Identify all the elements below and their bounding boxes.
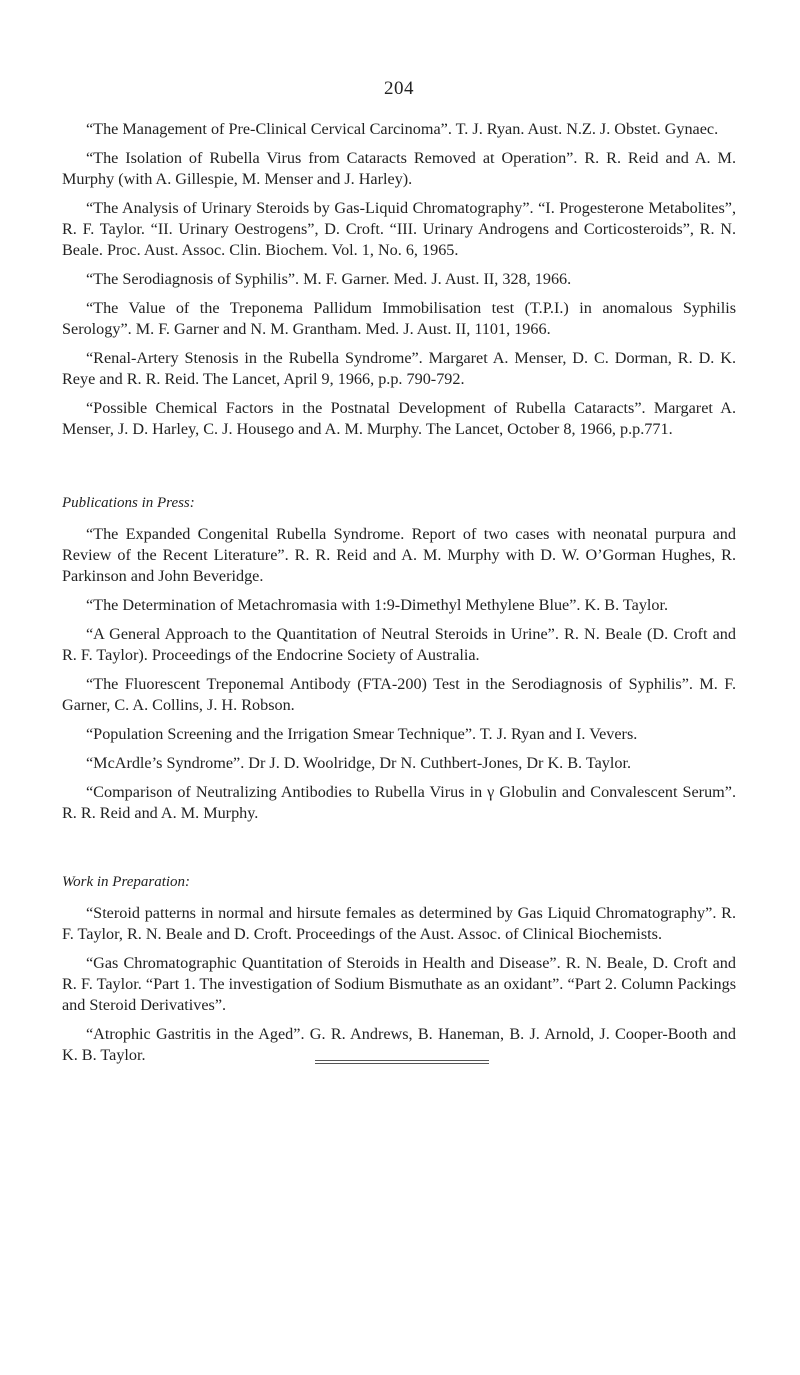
publication-entry: “Renal-Artery Stenosis in the Rubella Syndrome”. Margaret A. Menser, D. C. Dorman, R. D. K. Reye and R. R. Reid. The Lancet, April 9, 1966, p.p. 790-792. bbox=[62, 349, 736, 388]
divider-line bbox=[315, 1060, 489, 1061]
publication-entry: “McArdle’s Syndrome”. Dr J. D. Woolridge, Dr N. Cuthbert-Jones, Dr K. B. Taylor. bbox=[86, 754, 632, 772]
divider-line bbox=[315, 1063, 489, 1064]
publication-entry: “The Determination of Metachromasia with 1:9-Dimethyl Methylene Blue”. K. B. Taylor. bbox=[86, 596, 669, 614]
publication-entry: “The Analysis of Urinary Steroids by Gas-Liquid Chromatography”. “I. Progesterone Metabolites”, R. F. Taylor. “II. Urinary Oestrogens”, D. Croft. “III. Urinary Androgens and Corticosteroids”, R. N. Beale. Proc. Aust. Assoc. Clin. Biochem. Vol. 1, No. 6, 1965. bbox=[62, 199, 736, 259]
section-heading: Publications in Press: bbox=[62, 495, 195, 511]
publication-entry: “Steroid patterns in normal and hirsute females as determined by Gas Liquid Chromatography”. R. F. Taylor, R. N. Beale and D. Croft. Proceedings of the Aust. Assoc. of Clinical Biochemists. bbox=[62, 904, 736, 943]
publication-entry: “Gas Chromatographic Quantitation of Steroids in Health and Disease”. R. N. Beale, D. Croft and R. F. Taylor. “Part 1. The investigation of Sodium Bismuthate as an oxidant”. “Part 2. Column Packings and Steroid Derivatives”. bbox=[62, 954, 736, 1014]
publications-in-press-section bbox=[62, 493, 736, 824]
publication-entry: “The Value of the Treponema Pallidum Immobilisation test (T.P.I.) in anomalous Syphilis Serology”. M. F. Garner and N. M. Grantham. Med. J. Aust. II, 1101, 1966. bbox=[62, 299, 736, 338]
intro-publications-list bbox=[62, 119, 736, 440]
publication-entry: “Atrophic Gastritis in the Aged”. G. R. Andrews, B. Haneman, B. J. Arnold, J. Cooper-Booth and K. B. Taylor. bbox=[62, 1025, 736, 1064]
publication-entry: “Possible Chemical Factors in the Postnatal Development of Rubella Cataracts”. Margaret A. Menser, J. D. Harley, C. J. Housego and A. M. Murphy. The Lancet, October 8, 1966, p.p.771. bbox=[62, 399, 736, 438]
work-in-preparation-section bbox=[62, 872, 736, 1066]
publication-entry: “The Management of Pre-Clinical Cervical Carcinoma”. T. J. Ryan. Aust. N.Z. J. Obstet. Gynaec. bbox=[86, 120, 719, 138]
section-heading: Work in Preparation: bbox=[62, 874, 191, 890]
end-divider bbox=[315, 1060, 489, 1066]
publication-entry: “The Fluorescent Treponemal Antibody (FTA-200) Test in the Serodiagnosis of Syphilis”. M. F. Garner, C. A. Collins, J. H. Robson. bbox=[62, 675, 736, 714]
publication-entry: “A General Approach to the Quantitation of Neutral Steroids in Urine”. R. N. Beale (D. Croft and R. F. Taylor). Proceedings of the Endocrine Society of Australia. bbox=[62, 625, 736, 664]
publication-entry: “Comparison of Neutralizing Antibodies to Rubella Virus in γ Globulin and Convalescent Serum”. R. R. Reid and A. M. Murphy. bbox=[62, 783, 736, 822]
page-number: 204 bbox=[384, 78, 414, 99]
publication-entry: “The Serodiagnosis of Syphilis”. M. F. Garner. Med. J. Aust. II, 328, 1966. bbox=[86, 270, 572, 288]
publication-entry: “The Expanded Congenital Rubella Syndrome. Report of two cases with neonatal purpura and Review of the Recent Literature”. R. R. Reid and A. M. Murphy with D. W. O’Gorman Hughes, R. Parkinson and John Beveridge. bbox=[62, 525, 736, 585]
document-page bbox=[62, 78, 736, 1074]
publication-entry: “The Isolation of Rubella Virus from Cataracts Removed at Operation”. R. R. Reid and A. M. Murphy (with A. Gillespie, M. Menser and J. Harley). bbox=[62, 149, 736, 188]
publication-entry: “Population Screening and the Irrigation Smear Technique”. T. J. Ryan and I. Vevers. bbox=[86, 725, 638, 743]
